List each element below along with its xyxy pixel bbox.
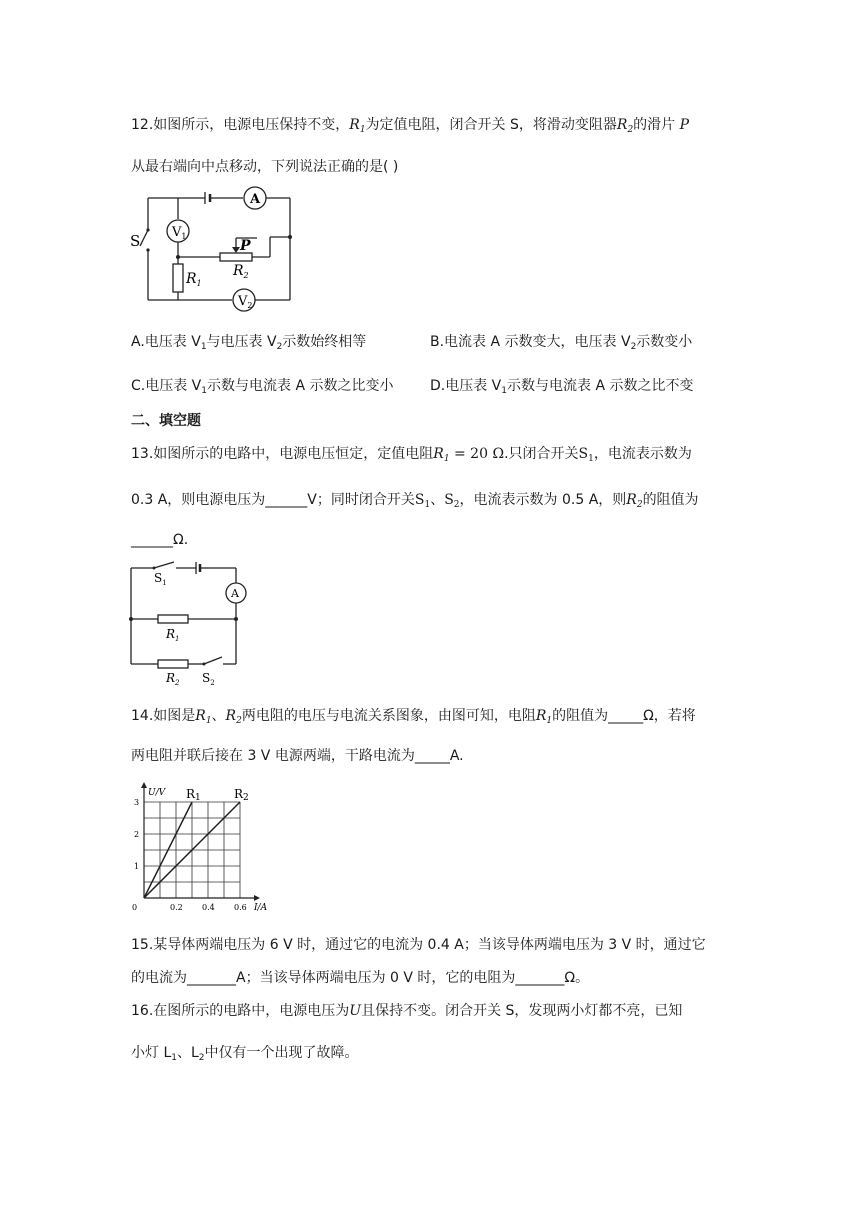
q12-option-b: B.电流表 A 示数变大，电压表 $V_2$示数变小 <box>430 334 693 352</box>
x-axis-arrow <box>254 895 260 901</box>
fig12-r1-label: $R_1$ <box>186 271 202 288</box>
fig13-s2-label: $S_2$ <box>202 671 215 687</box>
y-tick-label: 1 <box>134 862 140 871</box>
q14-line1: 14.如图是$R_1$、$R_2$两电阻的电压与电流关系图象，由图可知，电阻$R_1$的阻值为_____Ω，若将 <box>131 708 696 726</box>
series-label-r2: R2 <box>234 787 249 803</box>
x-axis-label: I/A <box>254 903 268 913</box>
x-tick-label: 0.4 <box>202 903 215 912</box>
y-tick-label: 3 <box>134 798 140 807</box>
q16-line2: 小灯 $L_1$、$L_2$中仅有一个出现了故障。 <box>131 1045 359 1063</box>
q12-option-d: D.电压表 $V_1$示数与电流表 A 示数之比不变 <box>430 378 694 396</box>
fig13-ammeter-label: A <box>231 587 239 600</box>
x-tick-label: 0.2 <box>170 903 183 912</box>
q12-line1: 12.如图所示，电源电压保持不变，$R_1$为定值电阻，闭合开关 S，将滑动变阻器$R_2$的滑片 P <box>131 117 690 135</box>
q12-option-c: C.电压表 $V_1$示数与电流表 A 示数之比变小 <box>131 378 394 396</box>
fig12-p-label: P <box>240 238 251 254</box>
fig13-s1-label: $S_1$ <box>154 571 167 587</box>
q12-line2: 从最右端向中点移动，下列说法正确的是( ) <box>131 159 399 175</box>
y-axis-label: U/V <box>148 788 166 798</box>
p-var: P <box>679 117 690 133</box>
section-heading: 二、填空题 <box>131 413 201 429</box>
y-tick-label: 2 <box>134 830 140 839</box>
q16-line1: 16.在图所示的电路中，电源电压为U且保持不变。闭合开关 S，发现两小灯都不亮，已知 <box>131 1003 683 1019</box>
y-axis-arrow <box>141 782 147 788</box>
fig12-r2-label: $R_2$ <box>233 263 249 280</box>
fig13-r1-label: $R_1$ <box>166 627 180 643</box>
q12-circuit-figure <box>130 188 300 313</box>
x-tick-label: 0.6 <box>234 903 247 912</box>
q13-line3: ______Ω. <box>131 532 189 548</box>
x-tick-label: 0 <box>132 903 138 912</box>
series-label-r1: R1 <box>186 787 201 803</box>
q13-circuit-figure <box>126 560 261 690</box>
r2-var: $R_2$ <box>616 117 634 135</box>
fig12-v2-label: $V_2$ <box>238 294 253 310</box>
q14-line2: 两电阻并联后接在 3 V 电源两端，干路电流为_____A. <box>131 748 464 764</box>
q14-ui-chart <box>128 780 273 915</box>
fig12-ammeter-label: A <box>250 192 261 207</box>
q13-line2: 0.3 A，则电源电压为______V；同时闭合开关$S_1$、$S_2$，电流表示数为 0.5 A，则$R_2$的阻值为 <box>131 492 699 510</box>
fig13-r2-label: $R_2$ <box>166 671 180 687</box>
fig12-v1-label: $V_1$ <box>172 225 187 241</box>
q13-line1: 13.如图所示的电路中，电源电压恒定，定值电阻$R_1 = 20$ Ω.只闭合开关$S_1$，电流表示数为 <box>131 446 692 464</box>
q12-option-a: A.电压表 $V_1$与电压表 $V_2$示数始终相等 <box>131 334 367 352</box>
q15-line1: 15.某导体两端电压为 6 V 时，通过它的电流为 0.4 A；当该导体两端电压为 3 V 时，通过它 <box>131 937 706 953</box>
r1-var: $R_1$ <box>349 117 366 135</box>
q15-line2: 的电流为_______A；当该导体两端电压为 0 V 时，它的电阻为_______Ω。 <box>131 970 590 986</box>
fig12-switch-label: S <box>130 232 141 250</box>
